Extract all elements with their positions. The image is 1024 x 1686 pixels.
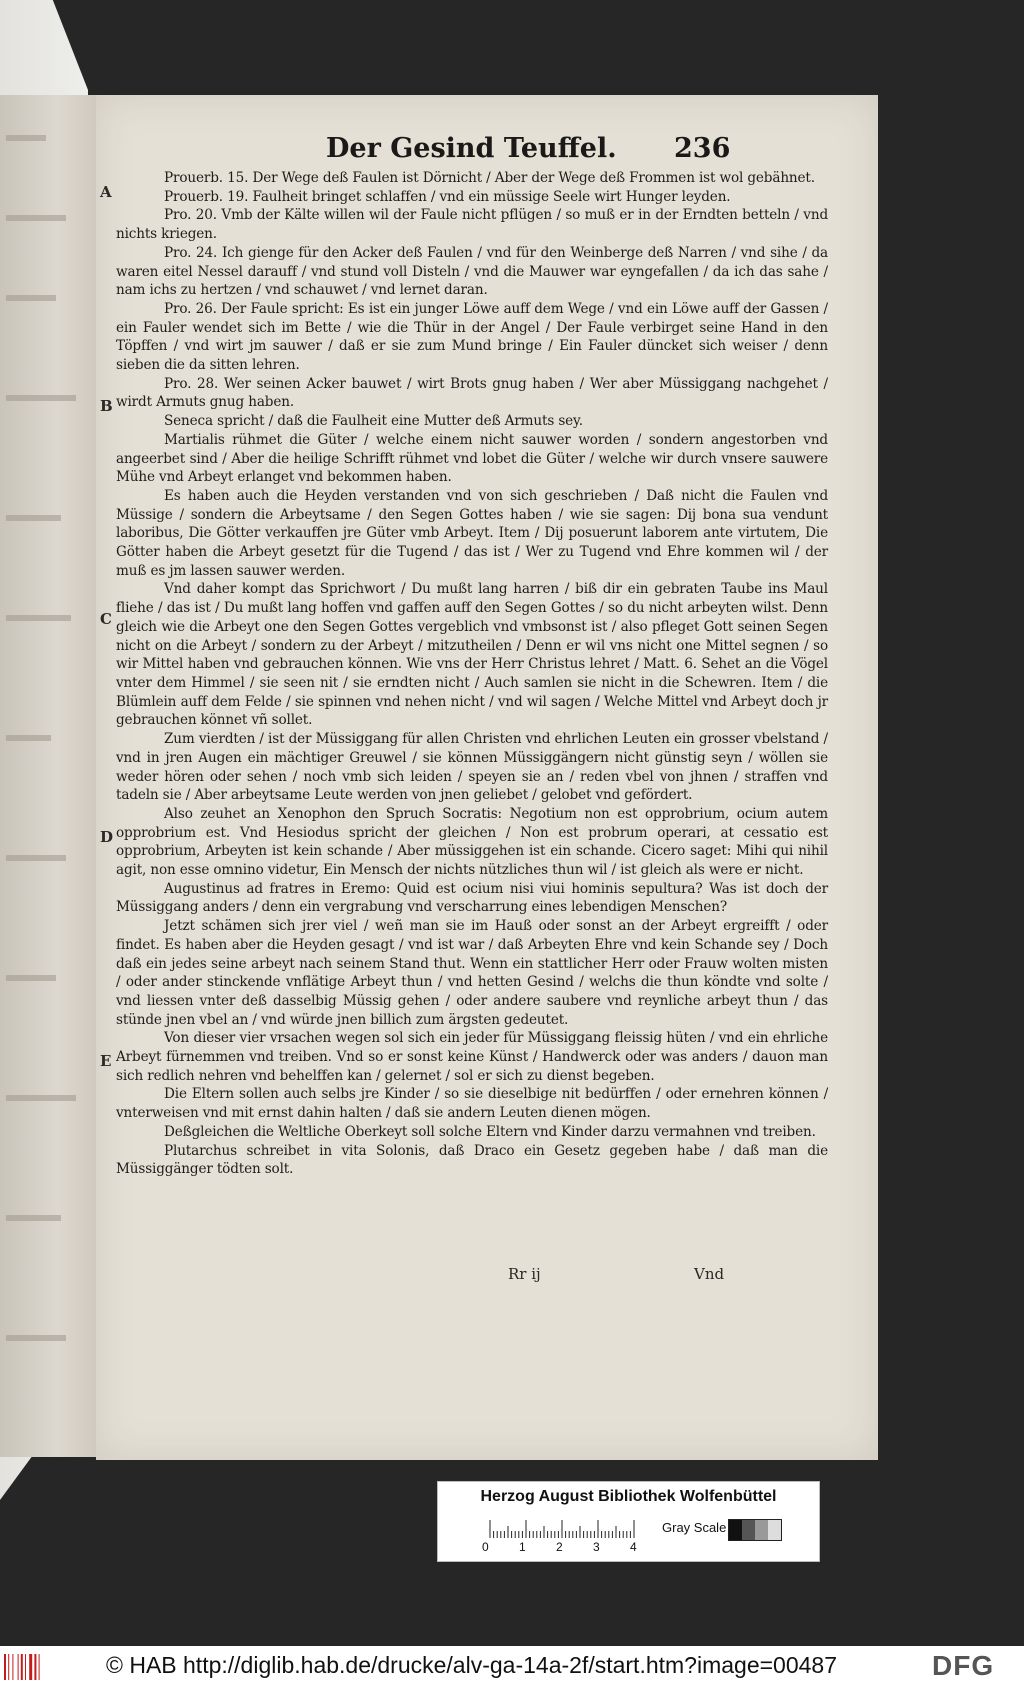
color-calibration-card bbox=[437, 1481, 820, 1562]
paragraph: Vnd daher kompt das Sprichwort / Du mußt lang harren / biß dir ein gebraten Taube ins Maul fliehe / das ist / Du mußt lang hoffen vnd gaffen auff den Segen Gottes / so du nicht arbeyten wilst. Denn gleich wie die Arbeyt one den Segen Gottes vergeblich vnd vmbsonst ist / also pfleget Gott seinen Segen nicht on die Arbeyt / sondern zu der Arbeyt / mitzutheilen / Denn er wil vns nicht one Mittel segnen / so wir Mittel haben vnd gebrauchen können. Wie vns der Herr Christus lehret / Matt. 6. Sehet an die Vögel vnter dem Himmel / sie seen nit / sie erndten nicht / Auch samlen sie nicht in die Schewren. Item / die Blümlein auff dem Felde / sie spinnen vnd nehen nicht / vnd wil sagen / Welche Mittel vnd Arbeyt doch jr gebrauchen könnet vñ sollet. bbox=[116, 581, 828, 729]
paragraph: Augustinus ad fratres in Eremo: Quid est ocium nisi viui hominis sepultura? Was ist doch der Müssiggang anders / denn ein vergrabung vnd verscharrung eines lebendigen Menschen? bbox=[116, 880, 828, 916]
ruler-label: 3 bbox=[593, 1540, 600, 1554]
margin-letter-c: C bbox=[100, 610, 112, 628]
gray-scale-label: Gray Scale bbox=[662, 1520, 727, 1535]
folio-number: 236 bbox=[674, 133, 731, 164]
catchword: Vnd bbox=[694, 1265, 725, 1283]
paragraph: Prouerb. 19. Faulheit bringet schlaffen / vnd ein müssige Seele wirt Hunger leyden. bbox=[164, 188, 731, 205]
paragraph: Zum vierdten / ist der Müssiggang für allen Christen vnd ehrlichen Leuten ein grosser vbelstand / vnd in jren Augen ein mächtiger Greuwel / sie können Müssiggängern nicht günstig seyn / wöllen sie weder hören oder sehen / noch vmb sich leiden / speyen sie an / reden vbel von jhnen / straffen vnd tadeln sie / Aber arbeytsame Leute werden von jnen geliebet / gelobet vnd gefördert. bbox=[116, 731, 828, 804]
left-page-margin bbox=[0, 95, 96, 1457]
paragraph: Pro. 20. Vmb der Kälte willen wil der Faule nicht pflügen / so muß er in der Erndten betteln / vnd nichts kriegen. bbox=[116, 207, 828, 243]
gray-patch bbox=[742, 1520, 755, 1540]
credit-link[interactable]: © HAB http://diglib.hab.de/drucke/alv-ga-14a-2f/start.htm?image=00487 bbox=[106, 1652, 838, 1678]
barcode-icon bbox=[4, 1654, 46, 1680]
paragraph: Also zeuhet an Xenophon den Spruch Socratis: Negotium non est opprobrium, ocium autem opprobrium est. Vnd Hesiodus spricht der gleichen / Non est probrum operari, at cessatio est opprobrium, Arbeyten ist kein schande / Aber müssiggehen ist ein schande. Cicero saget: Mihi qui nihil agit, non esse omnino videtur, Ein Mensch der nichts nützliches thun wil / ist gleich als were er nicht. bbox=[116, 805, 828, 879]
gray-patch bbox=[755, 1520, 768, 1540]
paragraph: Es haben auch die Heyden verstanden vnd von sich geschrieben / Daß nicht die Faulen vnd Müssige / sondern die Arbeytsame / den Segen Gottes haben / wie sie sagen: Dij bona sua vendunt laboribus, Die Götter verkauffen jre Güter vmb Arbeyt. Item / Dij posuerunt laborem ante virtutem, Die Götter haben die Arbeyt gesetzt für die Tugend / das ist / Wer zu Tugend vnd Ehre kommen wil / der muß es jm lassen sauwer werden. bbox=[116, 487, 828, 579]
paragraph: Von dieser vier vrsachen wegen sol sich ein jeder für Müssiggang fleissig hüten / vnd ein ehrliche Arbeyt fürnemmen vnd treiben. Vnd so er sonst keine Künst / Handwerck oder was anders / dauon man sich redlich nehren vnd behelffen kan / gelernet / sol er sich zu dienst begeben. bbox=[116, 1030, 828, 1084]
margin-letter-b: B bbox=[100, 397, 113, 415]
paragraph: Prouerb. 15. Der Wege deß Faulen ist Dörnicht / Aber der Wege deß Frommen ist wol gebähnet. bbox=[164, 170, 815, 186]
paragraph: Seneca spricht / daß die Faulheit eine Mutter deß Armuts sey. bbox=[164, 413, 583, 430]
paragraph: Die Eltern sollen auch selbs jre Kinder / so sie dieselbige nit bedürffen / oder ernehren können / vnterweisen vnd mit ernst dahin halten / daß sie andern Leuten dienen mögen. bbox=[116, 1086, 828, 1122]
paragraph: Pro. 26. Der Faule spricht: Es ist ein junger Löwe auff dem Wege / vnd ein Löwe auff der Gassen / ein Fauler wendet sich im Bette / wie die Thür in der Angel / Der Faule verbirget seine Hand in den Töpffen / vnd wirt jm sauwer / daß er sie zum Mund bringe / Ein Fauler düncket sich weiser / denn sieben die da sitten lehren. bbox=[116, 300, 828, 374]
institution-name: Herzog August Bibliothek Wolfenbüttel bbox=[480, 1488, 777, 1505]
ruler-scale bbox=[488, 1518, 638, 1538]
ruler-label: 2 bbox=[556, 1540, 563, 1554]
paragraph: Pro. 28. Wer seinen Acker bauwet / wirt Brots gnug haben / Wer aber Müssiggang nachgehet / wirdt Armuts gnug haben. bbox=[116, 375, 828, 411]
attribution-bar bbox=[0, 1646, 1024, 1686]
gray-patch bbox=[768, 1520, 781, 1540]
book-page bbox=[96, 95, 878, 1460]
ruler-label: 4 bbox=[630, 1540, 637, 1554]
paragraph: Deßgleichen die Weltliche Oberkeyt soll solche Eltern vnd Kinder darzu vermahnen vnd treiben. bbox=[164, 1123, 816, 1140]
paragraph: Plutarchus schreibet in vita Solonis, daß Draco ein Gesetz gegeben habe / daß man die Müssiggänger tödten solt. bbox=[116, 1142, 828, 1178]
paragraph: Pro. 24. Ich gienge für den Acker deß Faulen / vnd für den Weinberge deß Narren / vnd sihe / da waren eitel Nessel darauff / vnd stund voll Disteln / vnd die Mauwer war eyngefallen / da ich das sahe / nam ichs zu hertzen / vnd schauwet / vnd lernet daran. bbox=[116, 244, 828, 299]
paragraph: Martialis rühmet die Güter / welche einem nicht sauwer worden / sondern angestorben vnd angeerbet sind / Aber die heilige Schrifft rühmet vnd lobet die Güter / welche wir durch vnsere sauwere Mühe vnd Arbeyt erlanget vnd bekommen haben. bbox=[116, 431, 828, 486]
gray-scale-patches bbox=[728, 1519, 782, 1541]
paragraph: Jetzt schämen sich jrer viel / weñ man sie im Hauß oder sonst an der Arbeyt ergreifft / oder findet. Es haben aber die Heyden gesagt / vnd ist war / daß Arbeyten Ehre vnd kein Schande sey / Doch daß ein jedes seine arbeyt nach seinem Stand thut. Wenn ein stattlicher Herr oder Frauw wolten misten / oder ander stinckende vnflätige Arbeyt thun / vnd hetten Gesind / welchs die thun köndte vnd solte / vnd liessen vnter deß dasselbig Müssig gehen / oder andere saubere vnd reynliche arbeyt thun / das stünde jnen vbel an / vnd würde jnen billich zum ärgsten gedeutet. bbox=[116, 918, 828, 1028]
signature-mark: Rr ij bbox=[508, 1265, 541, 1283]
ruler-label: 1 bbox=[519, 1540, 526, 1554]
margin-letter-a: A bbox=[100, 183, 112, 201]
body-text bbox=[116, 169, 828, 1179]
gray-patch bbox=[729, 1520, 742, 1540]
margin-letter-d: D bbox=[100, 828, 114, 846]
ruler-label: 0 bbox=[482, 1540, 489, 1554]
dfg-logo: DFG bbox=[932, 1650, 995, 1681]
margin-letter-e: E bbox=[100, 1052, 112, 1070]
running-title: Der Gesind Teuffel. bbox=[326, 133, 617, 164]
